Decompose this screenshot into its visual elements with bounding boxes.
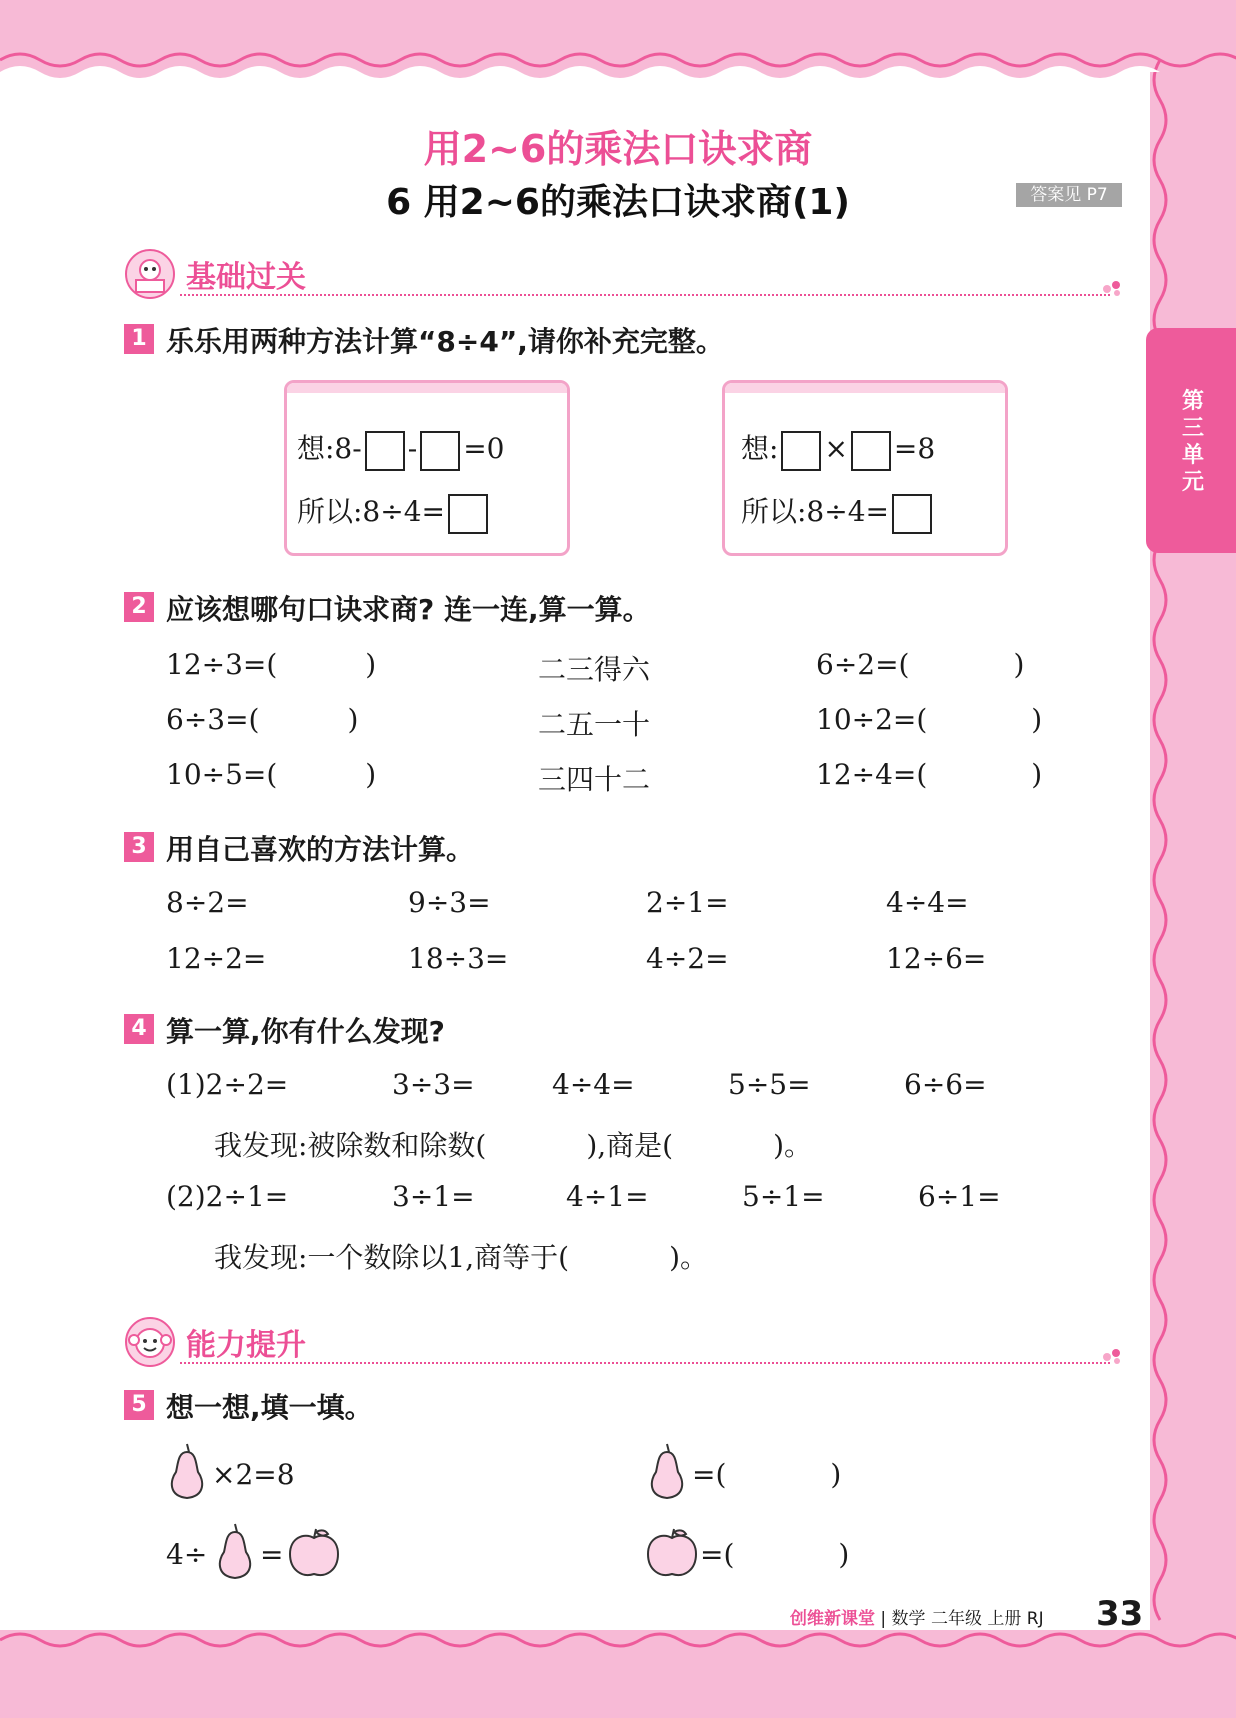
calc-item: 9÷3= [408,886,491,919]
rhyme-item[interactable]: 三四十二 [538,763,651,796]
pear-icon [212,1520,258,1582]
dots-decoration-icon [1102,280,1124,298]
question-number: 3 [124,832,154,862]
question-number: 5 [124,1390,154,1420]
question-text: 应该想哪句口诀求商? 连一连,算一算。 [166,593,651,626]
method-box-subtraction [284,380,570,556]
footer-info: 创维新课堂 | 数学 二年级 上册 RJ [790,1609,1044,1629]
apple-icon [644,1524,700,1580]
answer-box[interactable] [365,431,405,471]
pear-answer: =( ) [692,1458,842,1491]
question-number: 1 [124,324,154,354]
section-basic-label: 基础过关 [186,260,306,295]
answer-box[interactable] [420,431,460,471]
question-text: 乐乐用两种方法计算“8÷4”,请你补充完整。 [166,325,724,358]
mascot-icon [124,248,176,300]
page-number: 33 [1096,1594,1144,1634]
division-item: 12÷3=( ) [166,648,377,681]
dots-decoration-icon [1102,1348,1124,1366]
sub-title: 6 用2~6的乘法口诀求商(1) [386,182,850,223]
book-info: 数学 二年级 上册 RJ [891,1609,1044,1629]
calc-item: 5÷1= [742,1180,825,1213]
monkey-mascot-icon [124,1316,176,1368]
calc-item: (1)2÷2= [166,1068,289,1101]
think-text: 想: [741,432,779,465]
answer-box[interactable] [448,494,488,534]
division-item: 12÷4=( ) [816,758,1043,791]
equals-sign: = [260,1538,284,1571]
unit-label: 第三单元 [1181,389,1204,495]
finding-1: 我发现:被除数和除数( ),商是( )。 [214,1129,813,1162]
unit-side-tab [1146,328,1236,553]
calc-item: 5÷5= [728,1068,811,1101]
so-text: 所以:8÷4= [741,495,889,528]
calc-item: 6÷6= [904,1068,987,1101]
calc-item: 4÷4= [886,886,969,919]
calc-item: 4÷4= [552,1068,635,1101]
division-item: 6÷3=( ) [166,703,359,736]
answer-box[interactable] [851,431,891,471]
main-title: 用2~6的乘法口诀求商 [423,127,813,171]
section-divider [180,1362,1110,1364]
calc-item: 12÷2= [166,942,267,975]
division-item: 6÷2=( ) [816,648,1025,681]
calc-item: 3÷3= [392,1068,475,1101]
finding-2: 我发现:一个数除以1,商等于( )。 [214,1241,709,1274]
question-number: 2 [124,592,154,622]
calc-item: 8÷2= [166,886,249,919]
answer-ref-badge: 答案见 P7 [1016,183,1122,207]
apple-answer: =( ) [700,1538,850,1571]
calc-item: 4÷2= [646,942,729,975]
equation-prefix: 4÷ [166,1538,208,1571]
answer-box[interactable] [892,494,932,534]
question-text: 用自己喜欢的方法计算。 [166,833,475,866]
calc-item: (2)2÷1= [166,1180,289,1213]
minus-sign: - [407,432,418,465]
division-item: 10÷5=( ) [166,758,377,791]
question-number: 4 [124,1014,154,1044]
pear-icon [644,1440,690,1502]
equation-pear-times: ×2=8 [212,1458,295,1491]
section-divider [180,294,1110,296]
apple-icon [286,1524,342,1580]
calc-item: 6÷1= [918,1180,1001,1213]
equals-text: =0 [463,432,505,465]
answer-box[interactable] [781,431,821,471]
brand-name: 创维新课堂 [790,1609,875,1629]
calc-item: 3÷1= [392,1180,475,1213]
equals-text: =8 [893,432,936,465]
calc-item: 2÷1= [646,886,729,919]
rhyme-item[interactable]: 二五一十 [538,708,651,741]
times-sign: × [824,432,848,465]
question-text: 想一想,填一填。 [166,1391,373,1424]
calc-item: 4÷1= [566,1180,649,1213]
calc-item: 18÷3= [408,942,509,975]
think-text: 想:8- [297,432,362,465]
so-text: 所以:8÷4= [297,495,445,528]
calc-item: 12÷6= [886,942,987,975]
question-text: 算一算,你有什么发现? [166,1015,445,1048]
division-item: 10÷2=( ) [816,703,1043,736]
section-advanced-label: 能力提升 [186,1328,306,1363]
pear-icon [164,1440,210,1502]
method-box-multiplication [722,380,1008,556]
rhyme-item[interactable]: 二三得六 [538,653,651,686]
